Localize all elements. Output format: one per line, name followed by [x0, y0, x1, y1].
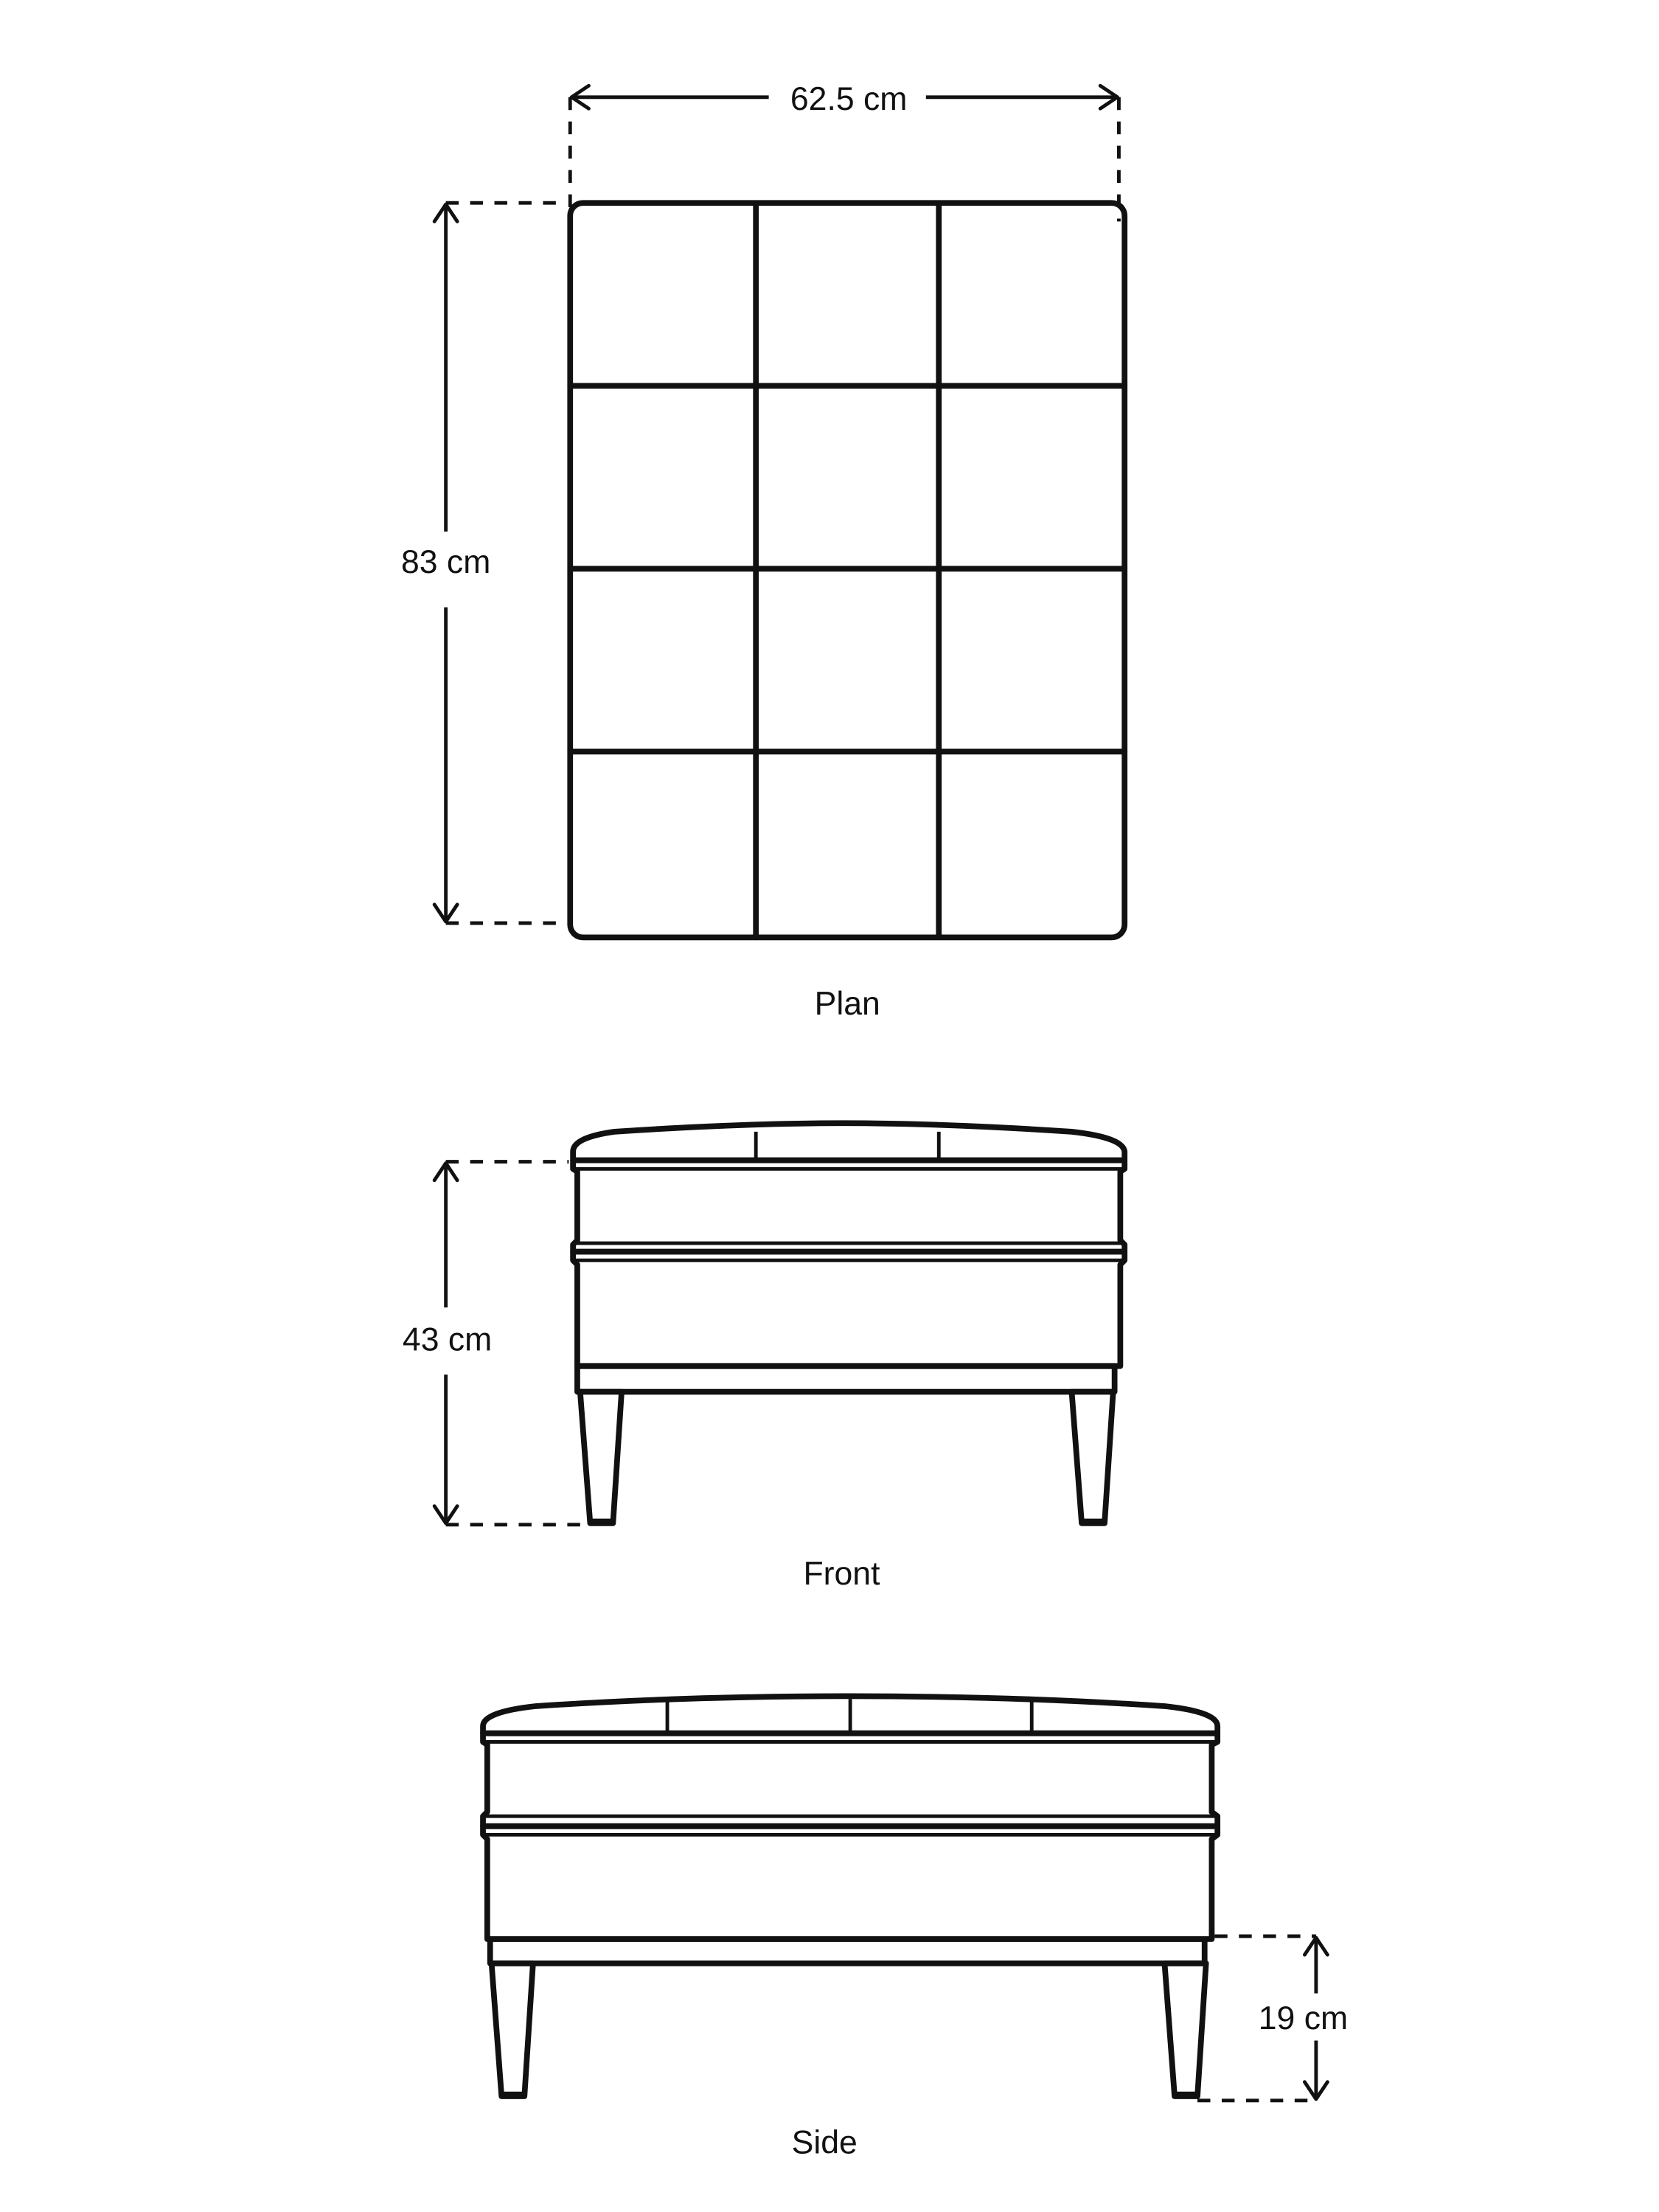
plan-depth-label: 83 cm [400, 544, 491, 581]
front-caption: Front [803, 1556, 880, 1593]
plan-view [401, 81, 1124, 1022]
front-view [403, 1123, 1124, 1592]
front-height-label: 43 cm [402, 1321, 493, 1358]
side-leg-height-dimension [1197, 1936, 1348, 2101]
plan-caption: Plan [814, 985, 880, 1022]
plan-outline [570, 203, 1124, 937]
plan-depth-dimension [401, 203, 566, 923]
front-height-dimension [403, 1162, 589, 1525]
side-view [483, 1696, 1348, 2160]
side-leg-height-label: 19 cm [1258, 2000, 1349, 2037]
side-caption: Side [791, 2124, 858, 2161]
plan-width-label: 62.5 cm [790, 81, 908, 118]
front-ottoman-drawing [573, 1123, 1124, 1523]
side-ottoman-drawing [483, 1696, 1217, 2096]
